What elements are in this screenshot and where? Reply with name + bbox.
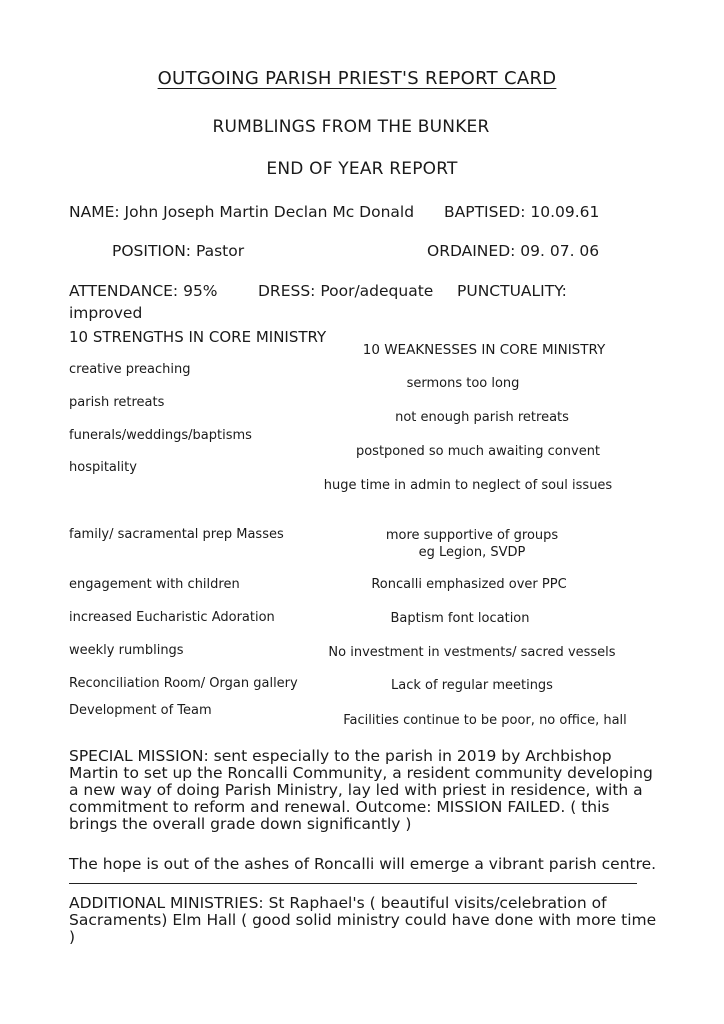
strength-item: hospitality bbox=[69, 460, 137, 475]
weakness-item: Lack of regular meetings bbox=[391, 678, 553, 693]
punctuality-field: PUNCTUALITY: bbox=[457, 282, 567, 300]
weakness-item: Facilities continue to be poor, no office, hall bbox=[343, 713, 627, 728]
strength-item: Reconciliation Room/ Organ gallery bbox=[69, 676, 298, 691]
divider bbox=[69, 883, 637, 884]
page-title: OUTGOING PARISH PRIEST'S REPORT CARD bbox=[157, 68, 557, 89]
weakness-item: huge time in admin to neglect of soul issues bbox=[323, 478, 613, 493]
strength-item: engagement with children bbox=[69, 577, 240, 592]
strength-item: weekly rumblings bbox=[69, 643, 184, 658]
weakness-item: postponed so much awaiting convent bbox=[355, 444, 601, 459]
weakness-item bbox=[386, 527, 558, 561]
name-field: NAME: John Joseph Martin Declan Mc Donald bbox=[69, 203, 415, 221]
strength-item: family/ sacramental prep Masses bbox=[69, 527, 284, 542]
punctuality-value: improved bbox=[69, 304, 143, 322]
special-mission-text: SPECIAL MISSION: sent especially to the parish in 2019 by Archbishop Martin to set up the Roncalli Community, a resident community developing a new way of doing Parish Ministry, lay led with priest in residence, with a commitment to reform and renewal. Outcome: MISSION FAILED. ( this brings the overall grade down significantly ) bbox=[69, 747, 653, 833]
weaknesses-heading: 10 WEAKNESSES IN CORE MINISTRY bbox=[362, 342, 606, 358]
weakness-item-line: eg Legion, SVDP bbox=[418, 545, 526, 560]
weakness-item: No investment in vestments/ sacred vessels bbox=[328, 645, 616, 660]
strength-item: creative preaching bbox=[69, 362, 191, 377]
weakness-item: not enough parish retreats bbox=[395, 410, 569, 425]
weakness-item: sermons too long bbox=[406, 376, 520, 391]
strength-item: parish retreats bbox=[69, 395, 165, 410]
dress-field: DRESS: Poor/adequate bbox=[258, 282, 434, 300]
weakness-item: Roncalli emphasized over PPC bbox=[371, 577, 567, 592]
strengths-heading: 10 STRENGTHS IN CORE MINISTRY bbox=[69, 328, 327, 346]
strength-item: increased Eucharistic Adoration bbox=[69, 610, 275, 625]
strength-item: Development of Team bbox=[69, 703, 212, 718]
weakness-item-line: more supportive of groups bbox=[385, 528, 559, 543]
hope-text: The hope is out of the ashes of Roncalli will emerge a vibrant parish centre. bbox=[69, 855, 657, 873]
attendance-field: ATTENDANCE: 95% bbox=[69, 282, 218, 300]
baptised-field: BAPTISED: 10.09.61 bbox=[444, 203, 600, 221]
weakness-item: Baptism font location bbox=[390, 611, 530, 626]
additional-ministries-text: ADDITIONAL MINISTRIES: St Raphael's ( beautiful visits/celebration of Sacraments) Elm Hall ( good solid ministry could have done with more time ) bbox=[69, 894, 657, 946]
report-type: END OF YEAR REPORT bbox=[266, 159, 458, 179]
position-field: POSITION: Pastor bbox=[112, 242, 245, 260]
strength-item: funerals/weddings/baptisms bbox=[69, 428, 252, 443]
report-subtitle: RUMBLINGS FROM THE BUNKER bbox=[212, 117, 490, 137]
ordained-field: ORDAINED: 09. 07. 06 bbox=[427, 242, 600, 260]
